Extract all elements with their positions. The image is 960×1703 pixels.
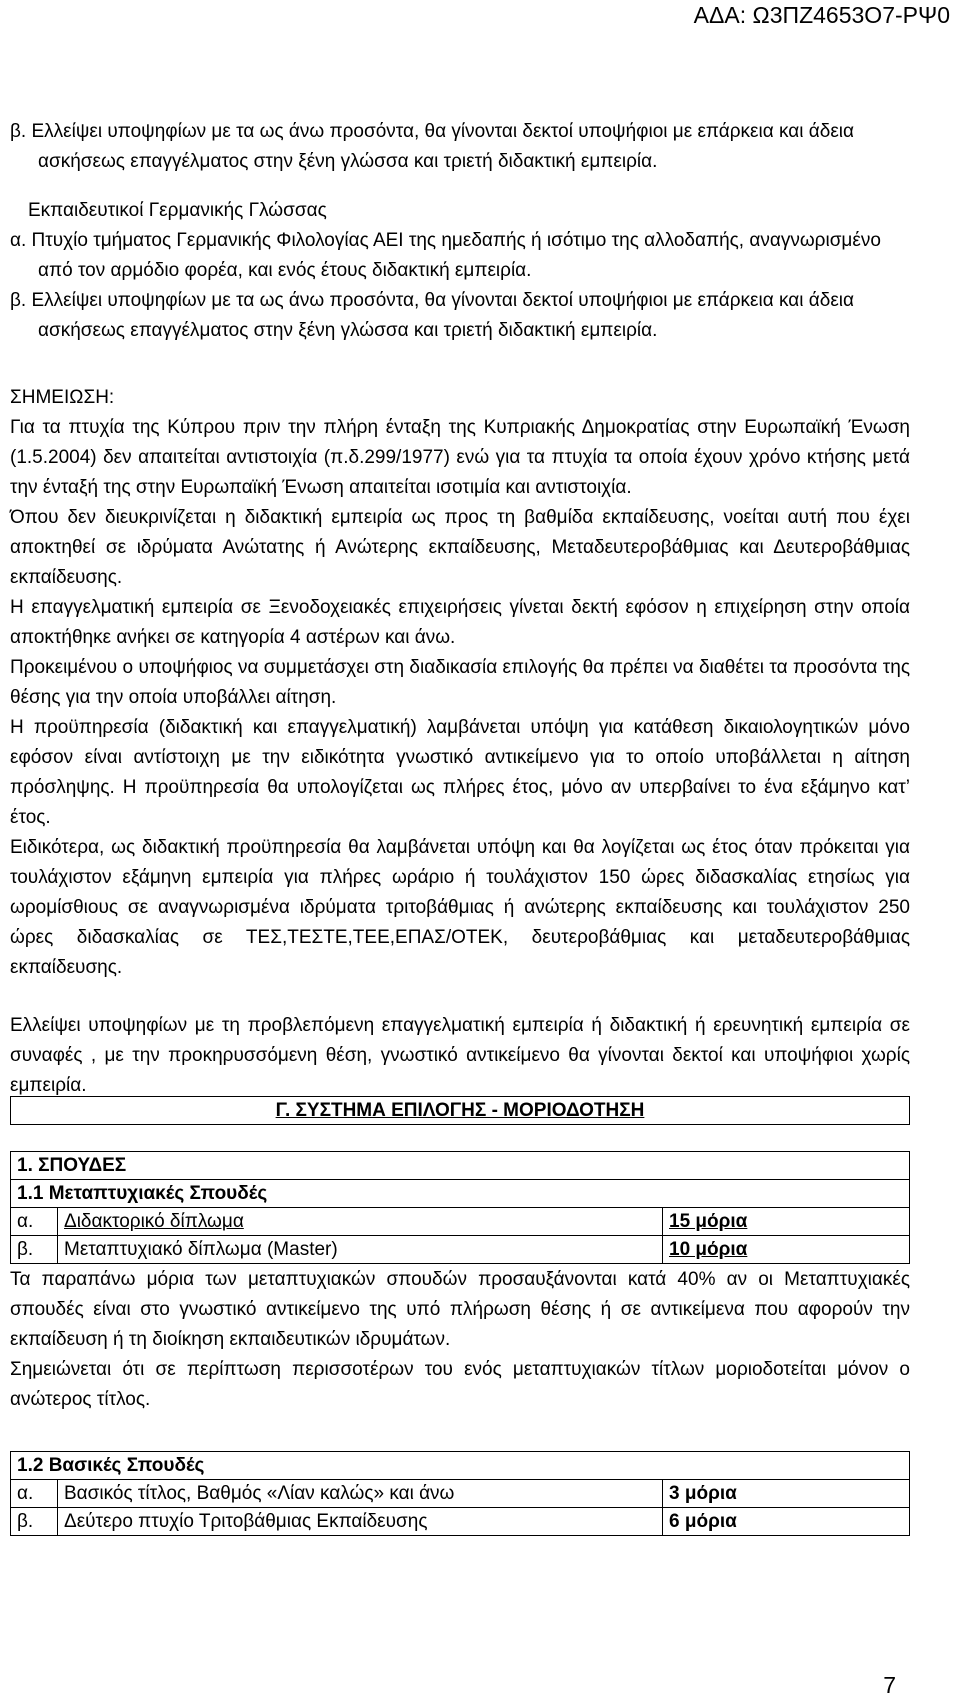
german-block (10, 196, 910, 346)
basic-title: 1.2 Βασικές Σπουδές (11, 1452, 910, 1480)
german-beta-item: β. Ελλείψει υποψηφίων με τα ως άνω προσόντα, θα γίνονται δεκτοί υποψήφιοι με επάρκεια και άδεια ασκήσεως επαγγέλματος στην ξένη γλώσσα και τριετή διδακτική εμπειρία. (10, 290, 854, 341)
row-points: 6 μόρια (663, 1508, 910, 1536)
table-row (11, 1452, 910, 1480)
section-c-title: Γ. ΣΥΣΤΗΜΑ ΕΠΙΛΟΓΗΣ - ΜΟΡΙΟΔΟΤΗΣΗ (11, 1097, 910, 1125)
note-paragraph: Όπου δεν διευκρινίζεται η διδακτική εμπειρία ως προς τη βαθμίδα εκπαίδευσης, νοείται αυτή που έχει αποκτηθεί σε ιδρύματα Ανώτατης ή Ανώτερης εκπαίδευσης, Μεταδευτεροβάθμιας και Δευτεροβάθμιας εκπαίδευσης. (10, 507, 910, 588)
top-block (10, 117, 910, 177)
table-row (11, 1236, 910, 1264)
page-number: 7 (883, 1672, 896, 1698)
row-points: 15 μόρια (663, 1208, 910, 1236)
row-points: 3 μόρια (663, 1480, 910, 1508)
postgrad-notes (10, 1265, 910, 1415)
row-item: Βασικός τίτλος, Βαθμός «Λίαν καλώς» και άνω (58, 1480, 663, 1508)
row-item: Δεύτερο πτυχίο Τριτοβάθμιας Εκπαίδευσης (58, 1508, 663, 1536)
research-paragraph: Ελλείψει υποψηφίων με τη προβλεπόμενη επαγγελματική εμπειρία ή διδακτική ή ερευνητική εμπειρία σε συναφές , με την προκηρυσσόμενη θέση, γνωστικό αντικείμενο θα γίνονται δεκτοί και υποψήφιοι χωρίς εμπειρία. (10, 1015, 910, 1096)
german-title: Εκπαιδευτικοί Γερμανικής Γλώσσας (28, 200, 327, 221)
section-c-table (10, 1096, 910, 1125)
row-points: 10 μόρια (663, 1236, 910, 1264)
table-row (11, 1208, 910, 1236)
note-paragraph: Για τα πτυχία της Κύπρου πριν την πλήρη ένταξη της Κυπριακής Δημοκρατίας στην Ευρωπαϊκή Ένωση (1.5.2004) δεν απαιτείται αντιστοιχία (π.δ.299/1977) ενώ για τα πτυχία τα οποία έχουν χρόνο κτήσης μετά την ένταξή της στην Ευρωπαϊκή Ένωση απαιτείται ισοτιμία και αντιστοιχία. (10, 417, 910, 498)
note-title: ΣΗΜΕΙΩΣΗ: (10, 387, 115, 408)
studies-title: 1. ΣΠΟΥΔΕΣ (11, 1152, 910, 1180)
postgrad-note: Τα παραπάνω μόρια των μεταπτυχιακών σπουδών προσαυξάνονται κατά 40% αν οι Μεταπτυχιακές σπουδές είναι στο γνωστικό αντικείμενο της υπό πλήρωση θέσης ή σε αντικείμενα που αφορούν την εκπαίδευση ή τη διοίκηση εκπαιδευτικών ιδρυμάτων. (10, 1269, 910, 1350)
row-label: β. (11, 1508, 58, 1536)
note-block (10, 383, 910, 1101)
basic-studies-table (10, 1451, 910, 1536)
postgrad-title: 1.1 Μεταπτυχιακές Σπουδές (11, 1180, 910, 1208)
postgrad-table (10, 1151, 910, 1264)
ada-code: ΑΔΑ: Ω3ΠΖ4653Ο7-ΡΨ0 (693, 2, 950, 28)
row-item: Διδακτορικό δίπλωμα (58, 1208, 663, 1236)
note-paragraph: Ειδικότερα, ως διδακτική προϋπηρεσία θα λαμβάνεται υπόψη και θα λογίζεται ως έτος όταν πρόκειται για τουλάχιστον εξάμηνη εμπειρία για πλήρες ωράριο ή τουλάχιστον 150 ώρες διδασκαλίας ετησίως για ωρομίσθιους σε αναγνωρισμένα ιδρύματα τριτοβάθμιας ή ανώτερης εκπαίδευσης και τουλάχιστον 250 ώρες διδασκαλίας σε ΤΕΣ,ΤΕΣΤΕ,ΤΕΕ,ΕΠΑΣ/ΟΤΕΚ, δευτεροβάθμιας και μεταδευτεροβάθμιας εκπαίδευσης. (10, 837, 910, 978)
postgrad-note: Σημειώνεται ότι σε περίπτωση περισσοτέρων του ενός μεταπτυχιακών τίτλων μοριοδοτείται μόνον ο ανώτερος τίτλος. (10, 1359, 910, 1410)
table-row (11, 1480, 910, 1508)
german-alpha-item: α. Πτυχίο τμήματος Γερμανικής Φιλολογίας ΑΕΙ της ημεδαπής ή ισότιμο της αλλοδαπής, αναγνωρισμένο από τον αρμόδιο φορέα, και ενός έτους διδακτική εμπειρία. (10, 230, 881, 281)
note-paragraph: Προκειμένου ο υποψήφιος να συμμετάσχει στη διαδικασία επιλογής θα πρέπει να διαθέτει τα προσόντα της θέσης για την οποία υποβάλλει αίτηση. (10, 657, 910, 708)
table-row (11, 1508, 910, 1536)
row-item: Μεταπτυχιακό δίπλωμα (Master) (58, 1236, 663, 1264)
table-row (11, 1152, 910, 1180)
note-paragraph: Η προϋπηρεσία (διδακτική και επαγγελματική) λαμβάνεται υπόψη για κατάθεση δικαιολογητικών μόνο εφόσον είναι αντίστοιχη με την ειδικότητα γνωστικό αντικείμενο για το οποίο υποβάλλεται η αίτηση πρόσληψης. Η προϋπηρεσία θα υπολογίζεται ως πλήρες έτος, μόνο αν υπερβαίνει το ένα εξάμηνο κατ’ έτος. (10, 717, 910, 828)
row-label: α. (11, 1480, 58, 1508)
row-label: α. (11, 1208, 58, 1236)
top-beta-item: β. Ελλείψει υποψηφίων με τα ως άνω προσόντα, θα γίνονται δεκτοί υποψήφιοι με επάρκεια και άδεια ασκήσεως επαγγέλματος στην ξένη γλώσσα και τριετή διδακτική εμπειρία. (10, 121, 854, 172)
note-paragraph: Η επαγγελματική εμπειρία σε Ξενοδοχειακές επιχειρήσεις γίνεται δεκτή εφόσον η επιχείρηση στην οποία αποκτήθηκε ανήκει σε κατηγορία 4 αστέρων και άνω. (10, 597, 910, 648)
table-row (11, 1180, 910, 1208)
row-label: β. (11, 1236, 58, 1264)
